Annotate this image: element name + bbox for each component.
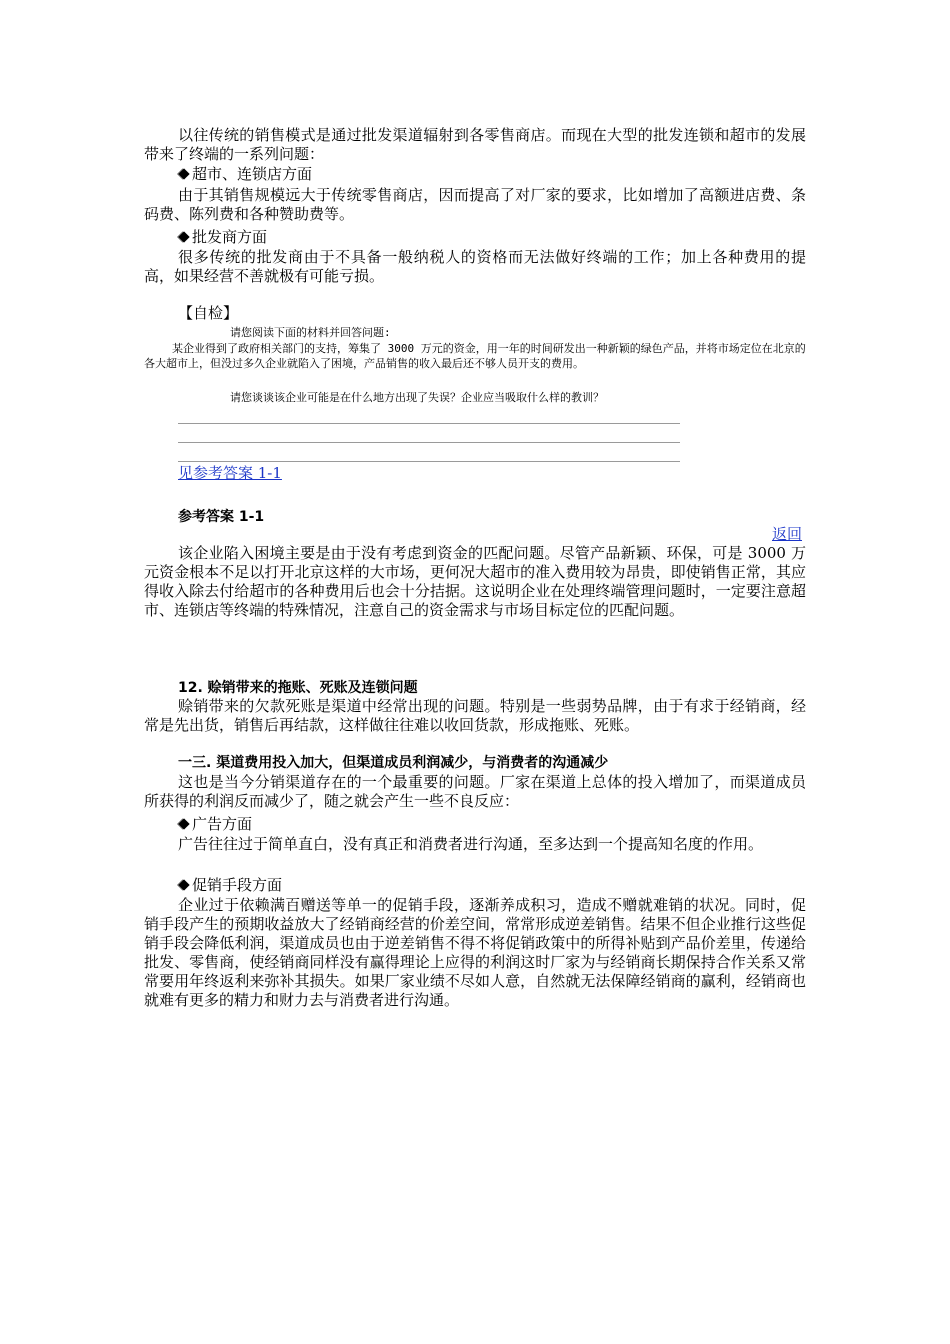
diamond-bullet-icon bbox=[178, 169, 190, 181]
answer-title: 参考答案 1-1 bbox=[178, 509, 265, 525]
intro-paragraph-1 bbox=[144, 126, 806, 164]
section-13-paragraph-3 bbox=[144, 896, 806, 1010]
answer-line-3[interactable] bbox=[178, 461, 680, 462]
answer-paragraph bbox=[144, 544, 806, 620]
bullet-supermarket bbox=[178, 165, 312, 184]
section-13-title: 一三. 渠道费用投入加大，但渠道成员利润减少，与消费者的沟通减少 bbox=[178, 755, 609, 771]
bullet-wholesaler bbox=[178, 228, 267, 247]
section-13-text-2: 广告往往过于简单直白，没有真正和消费者进行沟通，至多达到一个提高知名度的作用。 bbox=[178, 835, 764, 853]
section-12-text: 赊销带来的欠款死账是渠道中经常出现的问题。特别是一些弱势品牌，由于有求于经销商，经常是先出货，销售后再结款，这样做往往难以收回货款，形成拖账、死账。 bbox=[144, 697, 806, 734]
intro-paragraph-2 bbox=[144, 186, 806, 224]
diamond-bullet-icon bbox=[178, 880, 190, 892]
intro-paragraph-3 bbox=[144, 248, 806, 286]
intro-text-1: 以往传统的销售模式是通过批发渠道辐射到各零售商店。而现在大型的批发连锁和超市的发展带来了终端的一系列问题： bbox=[144, 126, 806, 163]
intro-text-2: 由于其销售规模远大于传统零售商店，因而提高了对厂家的要求，比如增加了高额进店费、条码费、陈列费和各种赞助费等。 bbox=[144, 186, 806, 223]
bullet-label: 超市、连锁店方面 bbox=[192, 165, 313, 183]
section-12-paragraph bbox=[144, 697, 806, 735]
section-13-text: 这也是当今分销渠道存在的一个最重要的问题。厂家在渠道上总体的投入增加了，而渠道成员所获得的利润反而减少了，随之就会产生一些不良反应： bbox=[144, 773, 806, 810]
diamond-bullet-icon bbox=[178, 819, 190, 831]
section-12-title: 12. 赊销带来的拖账、死账及连锁问题 bbox=[178, 680, 418, 696]
diamond-bullet-icon bbox=[178, 232, 190, 244]
selfcheck-case: 某企业得到了政府相关部门的支持，筹集了 3000 万元的资金，用一年的时间研发出一种新颖的绿色产品，并将市场定位在北京的各大超市上，但没过多久企业就陷入了困境，产品销售的收入最后还不够人员开支的费用。 bbox=[144, 342, 806, 370]
back-link[interactable]: 返回 bbox=[772, 525, 803, 543]
bullet-label: 促销手段方面 bbox=[192, 876, 283, 894]
section-13-text-3: 企业过于依赖满百赠送等单一的促销手段，逐渐养成积习，造成不赠就难销的状况。同时，促销手段产生的预期收益放大了经销商经营的价差空间，常常形成逆差销售。结果不但企业推行这些促销手段会降低利润，渠道成员也由于逆差销售不得不将促销政策中的所得补贴到产品价差里，传递给批发、零售商，使经销商同样没有赢得理论上应得的利润这时厂家为与经销商长期保持合作关系又常常要用年终返利来弥补其损失。如果厂家业绩不尽如人意，自然就无法保障经销商的赢利，经销商也就难有更多的精力和财力去与消费者进行沟通。 bbox=[144, 896, 806, 1009]
selfcheck-question: 请您谈谈该企业可能是在什么地方出现了失误？企业应当吸取什么样的教训？ bbox=[230, 391, 604, 404]
answer-line-1[interactable] bbox=[178, 423, 680, 424]
bullet-promotion bbox=[178, 876, 282, 895]
selfcheck-title: 【自检】 bbox=[178, 304, 239, 322]
section-13-paragraph-2 bbox=[144, 835, 806, 854]
answer-line-2[interactable] bbox=[178, 442, 680, 443]
bullet-label: 批发商方面 bbox=[192, 228, 268, 246]
bullet-label: 广告方面 bbox=[192, 815, 253, 833]
bullet-advertising bbox=[178, 815, 252, 834]
answer-text: 该企业陷入困境主要是由于没有考虑到资金的匹配问题。尽管产品新颖、环保，可是 3000 万元资金根本不足以打开北京这样的大市场，更何况大超市的准入费用较为昂贵，即使销售正常，其应得收入除去付给超市的各种费用后也会十分拮据。这说明企业在处理终端管理问题时，一定要注意超市、连锁店等终端的特殊情况，注意自己的资金需求与市场目标定位的匹配问题。 bbox=[144, 544, 806, 619]
intro-text-3: 很多传统的批发商由于不具备一般纳税人的资格而无法做好终端的工作；加上各种费用的提高，如果经营不善就极有可能亏损。 bbox=[144, 248, 806, 285]
selfcheck-prompt: 请您阅读下面的材料并回答问题: bbox=[230, 326, 391, 339]
section-13-paragraph bbox=[144, 773, 806, 811]
see-answer-link[interactable]: 见参考答案 1-1 bbox=[178, 464, 282, 482]
